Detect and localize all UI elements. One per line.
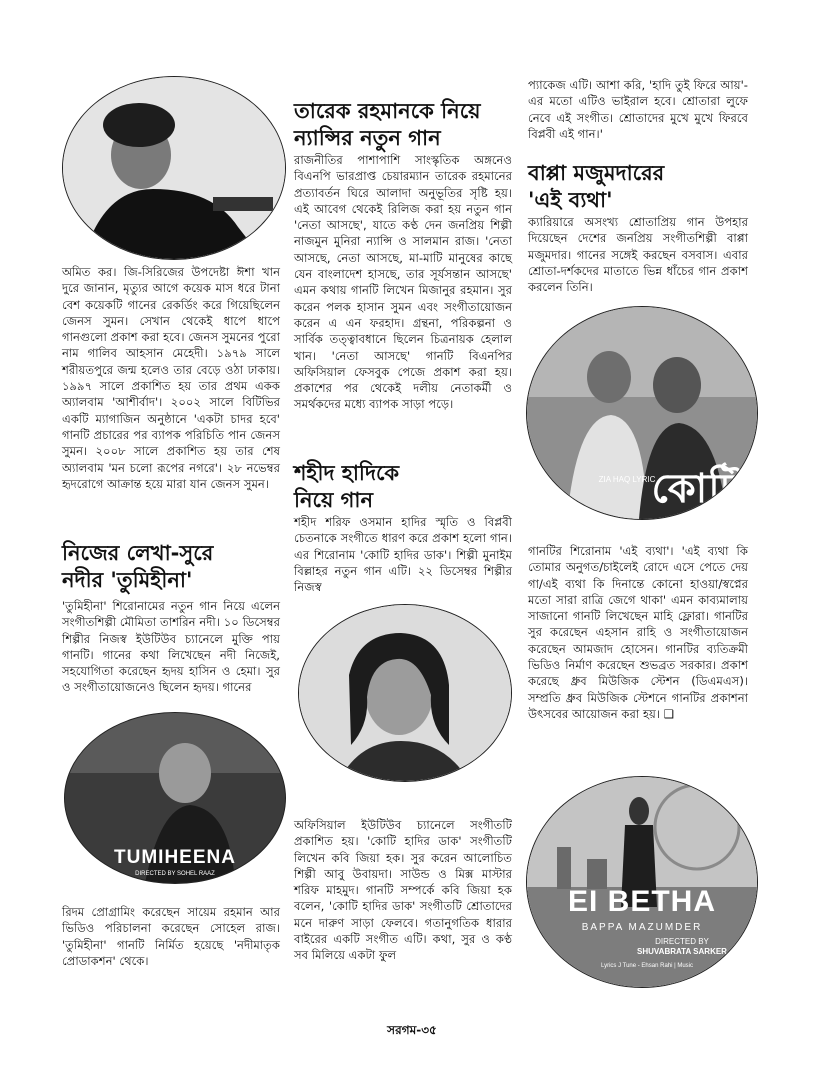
koti-hadir-dak-watermark: কোটি [651, 467, 743, 511]
ei-betha-artist: BAPPA MAZUMDER [581, 922, 703, 933]
tarek-headline [294, 98, 514, 152]
bappa-article-text: ক্যারিয়ারে অসংখ্য শ্রোতাপ্রিয় গান উপহার দিয়েছেন দেশের জনপ্রিয় সংগীতশিল্পী বাপ্পা মজুমদার। গানের সঙ্গেই করছেন বসবাস। এবার শ্রোতা-দর্শকদের মাতাতে ভিন্ন ধাঁচের গান প্রকাশ করলেন তিনি। [528, 215, 748, 295]
bappa-headline [528, 160, 752, 214]
ei-betha-title: EI BETHA [567, 885, 716, 918]
bappa-article-text-continued: গানটির শিরোনাম 'এই ব্যথা'। 'এই ব্যথা কি তোমার অনুগত/চাইলেই রোদে এসে পেতে দেয় গা/এই ব্যথা কি দিনান্তে কোনো হাওয়া/স্বপ্নের মতো সারা রাত্রি জেগে থাকা' এমন কাব্যমালায় সাজানো গানটি লিখেছেন মাহি ফ্লোরা। গানটির সুর করেছেন এহসান রাহি ও সংগীতায়োজন করেছেন আমজাদ হোসেন। গানটির ব্যতিক্রমী ভিডিও নির্মাণ করেছেন শুভব্রত সরকার। প্রকাশ করেছে ধ্রুব মিউজিক স্টেশন (ডিএমএস)। সম্প্রতি ধ্রুব মিউজিক স্টেশনে গানটির প্রকাশনা উৎসবের আয়োজন করা হয়। ❑ [528, 544, 748, 721]
koti-hadir-dak-lyric-credit: ZIA HAQ LYRIC [598, 475, 656, 484]
hadi-headline-line2: নিয়ে গান [294, 488, 374, 512]
hadi-article-text-continued: অফিসিয়াল ইউটিউব চ্যানেলে সংগীতটি প্রকাশিত হয়। 'কোটি হাদির ডাক' সংগীতটি লিখেন কবি জিয়া হক। সুর করেন আলোচিত শিল্পী আবু উবায়দা। সাউন্ড ও মিক্স মাস্টার শরিফ মাহমুদ। গানটি সম্পর্কে কবি জিয়া হক বলেন, 'কোটি হাদির ডাক' সংগীতটি শ্রোতাদের মনে দারুণ সাড়া ফেলবে। গতানুগতিক ধারার বাইরের একটি সংগীত এটি। কথা, সুর ও কণ্ঠ সব মিলিয়ে একটা ফুল [294, 818, 512, 963]
tumiheena-credit: DIRECTED BY SOHEL RAAZ [135, 871, 215, 877]
nodi-article-text: 'তুমিহীনা' শিরোনামের নতুন গান নিয়ে এলেন সংগীতশিল্পী মৌমিতা তাশরিন নদী। ১০ ডিসেম্বর শিল্পীর নিজস্ব ইউটিউব চ্যানেলে মুক্তি পায় গানটি। গানের কথা লিখেছেন নদী নিজেই, সহযোগিতা করেছেন হৃদয় হাসিন ও হেমা। সুর ও সংগীতায়োজনেও ছিলেন হৃদয়। গানের [62, 599, 280, 695]
jens-sumon-photo [62, 76, 286, 260]
ei-betha-director: SHUVABRATA SARKER [637, 947, 727, 956]
hadi-article-text-end: প্যাকেজ এটি। আশা করি, 'হাদি তুই ফিরে আয়'-এর মতো এটিও ভাইরাল হবে। শ্রোতারা লুফে নেবে এই সংগীত। শ্রোতাদের মুখে মুখে ফিরবে বিপ্লবী এই গান।' [528, 78, 748, 141]
ei-betha-poster [526, 776, 758, 988]
nodi-headline-line2: নদীর 'তুমিহীনা' [62, 568, 193, 592]
jens-sumon-article-text: অমিত কর। জি-সিরিজের উপদেষ্টা ঈশা খান দুরে জানান, মৃত্যুর আগে কয়েক মাস ধরে টানা বেশ কয়েকটি গানের রেকর্ডিং করে গিয়েছিলেন জেনস সুমন। সেখান থেকেই ধাপে ধাপে গানগুলো প্রকাশ করা হবে। জেনস সুমনের পুরো নাম গালিব আহসান মেহেদী। ১৯৭৯ সালে শরীয়তপুরে জন্ম হলেও তার বেড়ে ওঠা ঢাকায়। ১৯৯৭ সালে প্রকাশিত হয় তার প্রথম একক অ্যালবাম 'আশীর্বাদ'। ২০০২ সালে বিটিভির একটি ম্যাগাজিন অনুষ্ঠানে 'একটা চাদর হবে' গানটি প্রচারের পর ব্যাপক পরিচিতি পান জেনস সুমন। ২০০৮ সালে প্রকাশিত হয় তার শেষ অ্যালবাম 'মন চলো রূপের নগরে'। ২৮ নভেম্বর হৃদরোগে আক্রান্ত হয়ে মারা যান জেনস সুমন। [62, 265, 280, 491]
tarek-article-text: রাজনীতির পাশাপাশি সাংস্কৃতিক অঙ্গনেও বিএনপি ভারপ্রাপ্ত চেয়ারম্যান তারেক রহমানের প্রত্যাবর্তন ঘিরে আলাদা অনুভূতির সৃষ্টি হয়। এই আবেগ থেকেই রিলিজ করা হয় নতুন গান 'নেতা আসছে', যাতে কণ্ঠ দেন জনপ্রিয় শিল্পী নাজমুন মুনিরা ন্যান্সি ও সালমান রাজ। 'নেতা আসছে, নেতা আসছে, মা-মাটি মানুষের কাছে যেন বাংলাদেশ হাসছে, তার সূর্যসন্তান আসছে' এমন কথায় গানটি লিখেন মিজানুর রহমান। সুর করেন পলক হাসান সুমন এবং সংগীতায়োজন করেন এ এন ফরহাদ। গ্রন্থনা, পরিকল্পনা ও সার্বিক তত্ত্বাবধানে ছিলেন চিত্রনায়ক হেলাল খান। 'নেতা আসছে' গানটি বিএনপির অফিসিয়াল ফেসবুক পেজে প্রকাশ করা হয়। প্রকাশের পর থেকেই দলীয় নেতাকর্মী ও সমর্থকদের মধ্যে ব্যাপক সাড়া পড়ে। [294, 153, 512, 412]
koti-hadir-dak-poster [526, 306, 758, 520]
ei-betha-credits: Lyrics J Tune - Ehsan Rahi | Music [600, 963, 694, 969]
tarek-headline-line1: তারেক রহমানকে নিয়ে [294, 99, 481, 123]
page-number: সরগম-৩৫ [387, 1023, 437, 1037]
hadi-article-text: শহীদ শরিফ ওসমান হাদির স্মৃতি ও বিপ্লবী চেতনাকে সংগীতে ধারণ করে প্রকাশ হলো গান। এর শিরোনাম 'কোটি হাদির ডাক'। শিল্পী মুনাইম বিল্লাহর নতুন গান এটি। ২২ ডিসেম্বর শিল্পীর নিজস্ব [294, 515, 512, 595]
tumiheena-poster [64, 712, 286, 884]
nodi-article-text-continued: রিদম প্রোগ্রামিং করেছেন সায়েম রহমান আর ভিডিও পরিচালনা করেছেন সোহেল রাজ। 'তুমিহীনা' গানটি নির্মিত হয়েছে 'নদীমাতৃক প্রোডাকশন' থেকে। [62, 905, 280, 968]
nodi-headline-line1: নিজের লেখা-সুরে [62, 541, 214, 565]
ei-betha-directed-by: DIRECTED BY [655, 937, 709, 946]
bappa-headline-line1: বাপ্পা মজুমদারের [528, 161, 665, 185]
hadi-headline [294, 460, 514, 514]
tumiheena-title: TUMIHEENA [114, 847, 236, 868]
bappa-headline-line2: 'এই ব্যথা' [528, 188, 613, 212]
nodi-headline [62, 540, 282, 594]
hadi-headline-line1: শহীদ হাদিকে [294, 461, 400, 485]
singer-portrait-photo [298, 604, 512, 782]
tarek-headline-line2: ন্যান্সির নতুন গান [294, 126, 441, 150]
